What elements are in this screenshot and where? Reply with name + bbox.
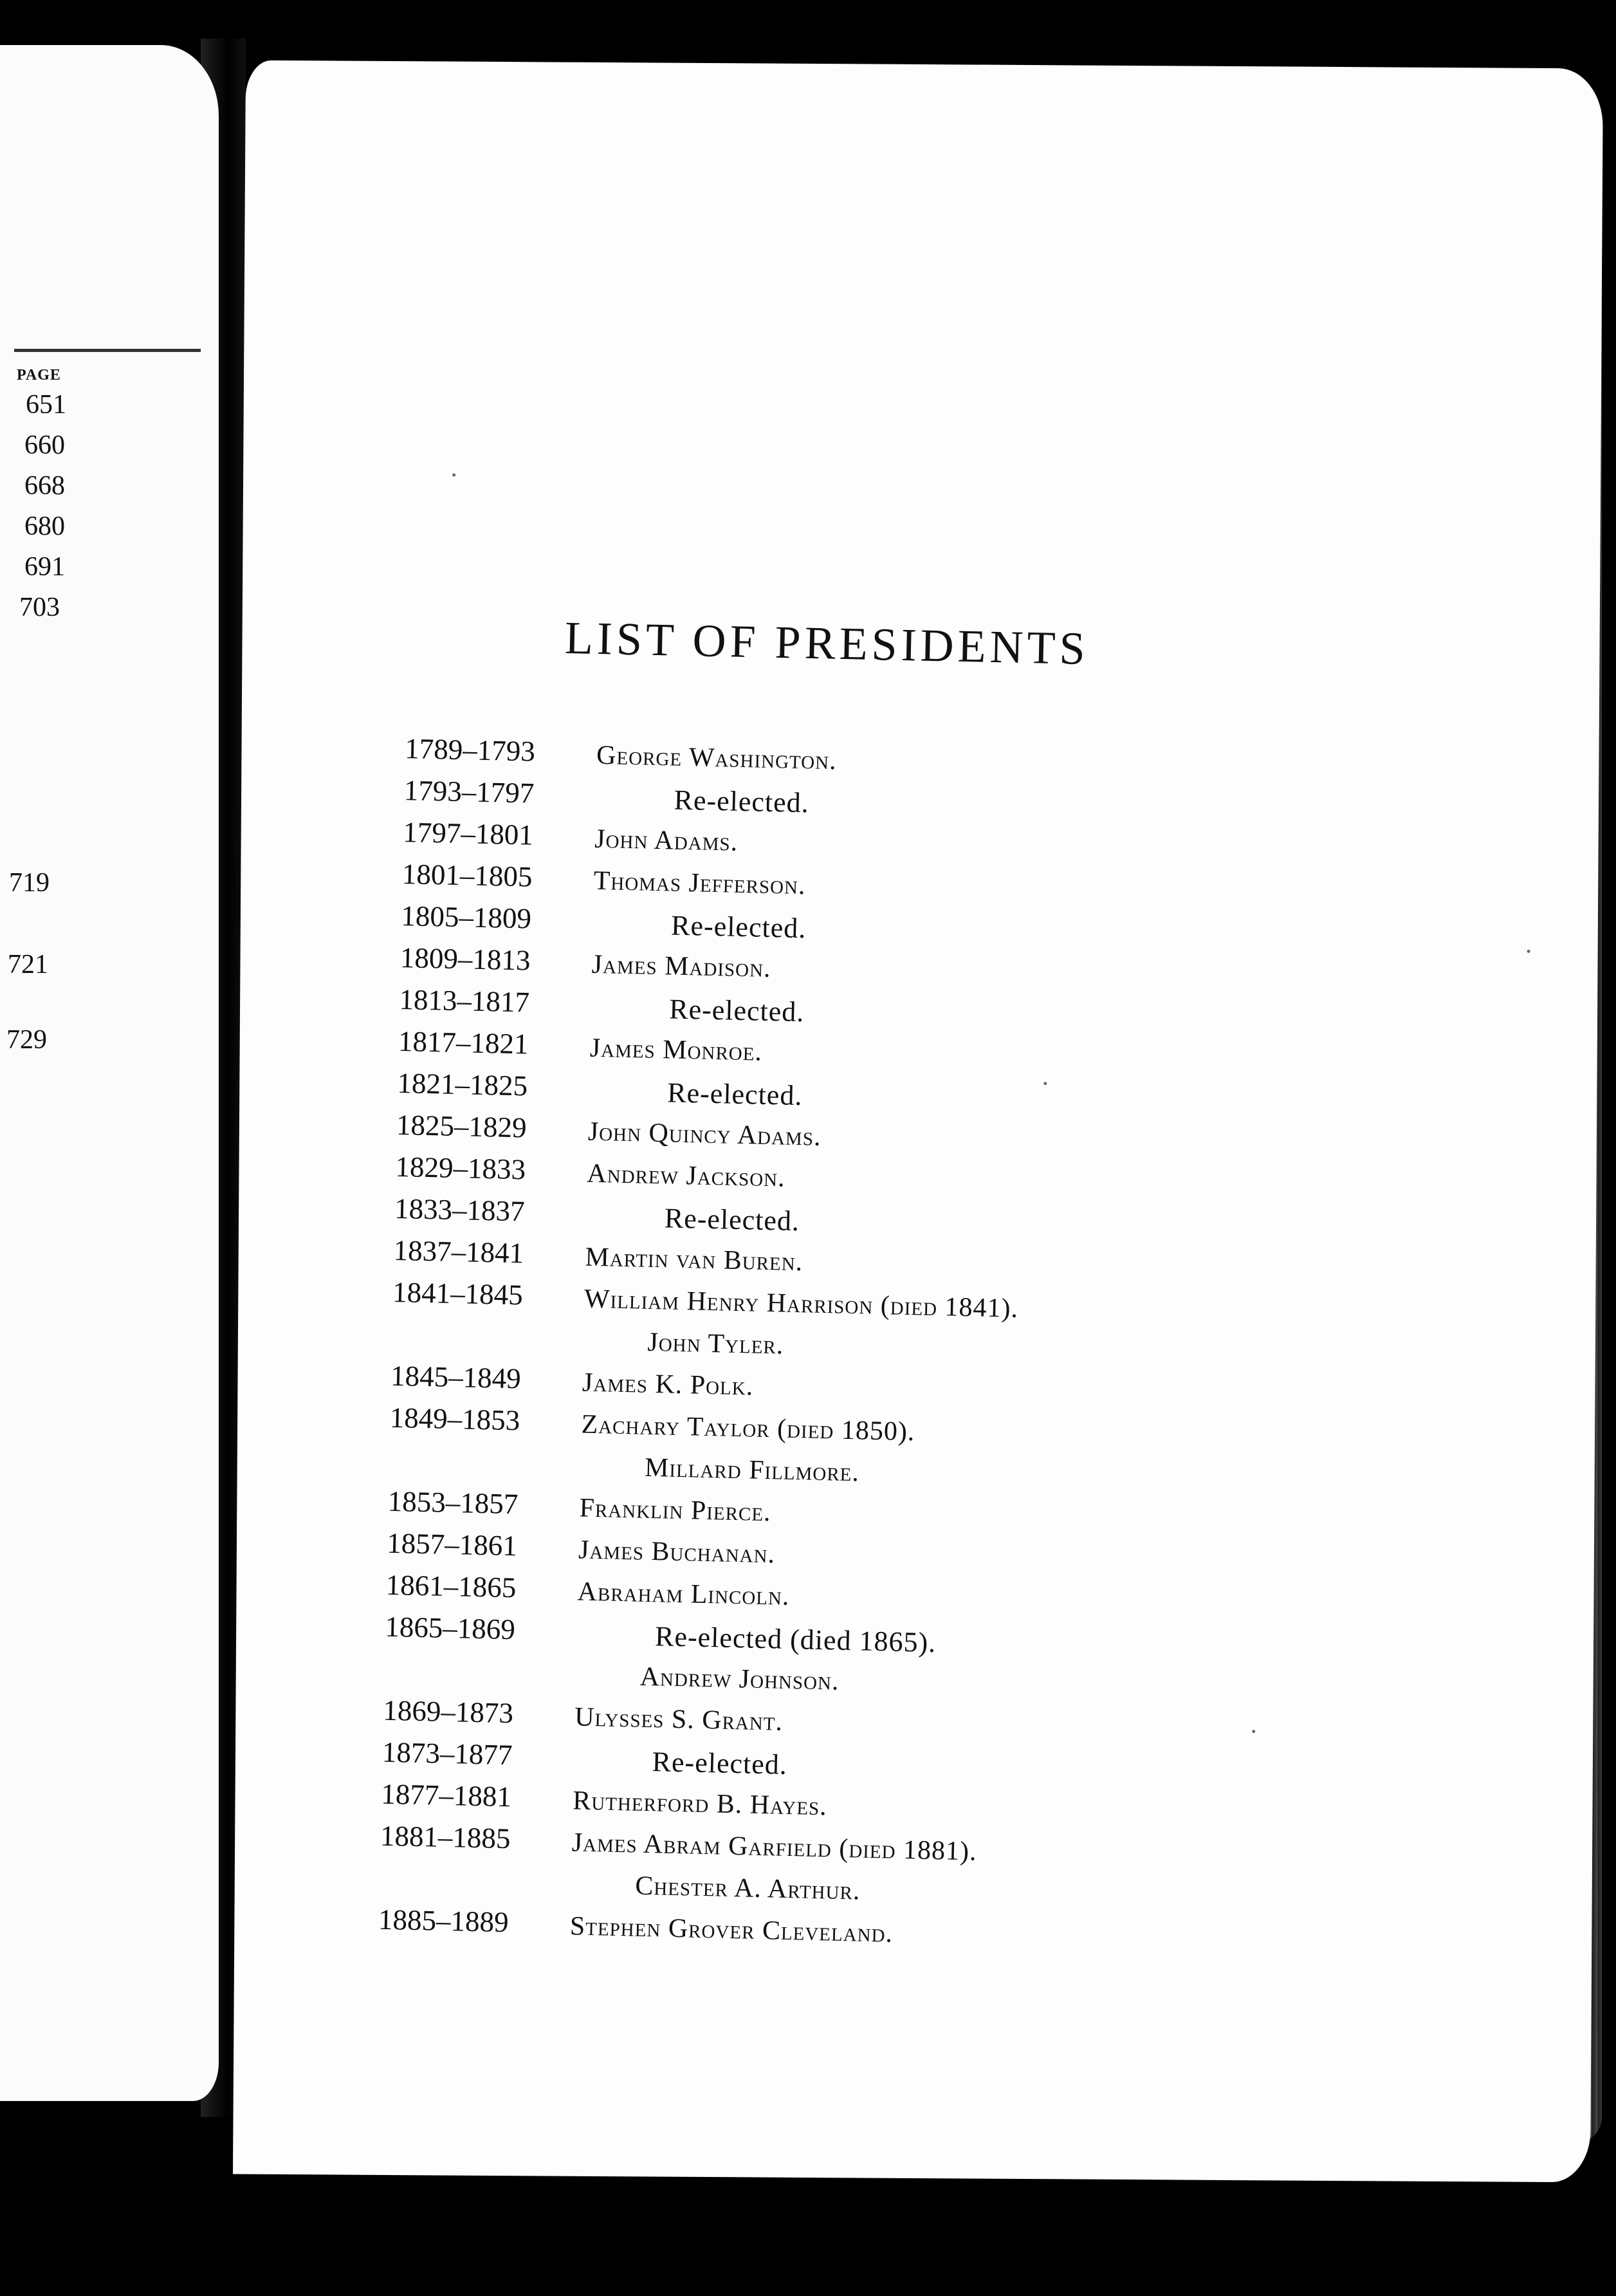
toc-page-number: 703 — [19, 593, 60, 622]
president-name: Martin van Buren. — [585, 1242, 803, 1277]
president-name: Re-elected. — [652, 1746, 788, 1781]
toc-page-number: 721 — [8, 950, 48, 979]
toc-page-number: 691 — [24, 552, 65, 582]
president-name: George Washington. — [596, 740, 838, 776]
paper-speck — [1527, 950, 1530, 953]
president-name: Re-elected. — [674, 784, 810, 819]
president-name: James Buchanan. — [578, 1535, 776, 1569]
president-name: John Quincy Adams. — [587, 1116, 822, 1152]
president-name: James Abram Garfield (died 1881). — [571, 1828, 978, 1867]
term-years: 1821–1825 — [397, 1066, 528, 1102]
term-years: 1817–1821 — [398, 1024, 529, 1060]
president-name: Millard Fillmore. — [644, 1452, 860, 1488]
term-years: 1873–1877 — [381, 1736, 513, 1772]
president-name: James Madison. — [591, 949, 772, 984]
president-name: Re-elected. — [670, 909, 807, 945]
term-years: 1877–1881 — [380, 1777, 512, 1813]
president-name: Stephen Grover Cleveland. — [569, 1911, 894, 1949]
term-years: 1881–1885 — [380, 1819, 511, 1855]
president-name: James K. Polk. — [582, 1367, 754, 1402]
term-years: 1865–1869 — [384, 1610, 516, 1646]
president-name: William Henry Harrison (died 1841). — [583, 1284, 1019, 1324]
president-name: Andrew Johnson. — [639, 1662, 840, 1696]
president-name: Abraham Lincoln. — [577, 1577, 791, 1611]
president-name: John Tyler. — [647, 1327, 784, 1360]
term-years: 1805–1809 — [400, 899, 532, 935]
toc-page-number: 719 — [9, 868, 50, 898]
president-name: John Adams. — [594, 824, 739, 857]
president-name: Rutherford B. Hayes. — [572, 1786, 828, 1822]
term-years: 1809–1813 — [399, 941, 531, 977]
paper-speck — [1252, 1730, 1255, 1733]
term-years: 1813–1817 — [398, 983, 530, 1019]
president-name: Zachary Taylor (died 1850). — [581, 1409, 915, 1447]
president-name: James Monroe. — [589, 1033, 763, 1067]
term-years: 1885–1889 — [378, 1903, 510, 1939]
page-title: LIST OF PRESIDENTS — [564, 612, 1090, 675]
left-page — [0, 45, 219, 2101]
term-years: 1845–1849 — [390, 1359, 522, 1395]
president-name: Re-elected. — [668, 993, 805, 1028]
toc-page-number: 729 — [6, 1025, 47, 1055]
term-years: 1833–1837 — [394, 1192, 526, 1228]
toc-page-number: 680 — [24, 512, 65, 541]
paper-speck — [452, 474, 455, 477]
toc-page-number: 660 — [24, 430, 65, 460]
president-name: Re-elected. — [664, 1202, 800, 1237]
president-name: Chester A. Arthur. — [634, 1871, 861, 1906]
president-name: Franklin Pierce. — [579, 1493, 772, 1528]
term-years: 1825–1829 — [396, 1108, 528, 1144]
president-name: Ulysses S. Grant. — [574, 1702, 784, 1737]
term-years: 1797–1801 — [402, 816, 534, 851]
term-years: 1789–1793 — [404, 732, 536, 768]
president-name: Andrew Jackson. — [586, 1158, 786, 1193]
toc-page-number: 668 — [24, 471, 65, 501]
toc-rule — [14, 349, 201, 352]
term-years: 1853–1857 — [387, 1485, 519, 1521]
term-years: 1793–1797 — [403, 774, 535, 810]
president-name: Thomas Jefferson. — [593, 866, 807, 901]
toc-page-number: 651 — [26, 390, 66, 420]
term-years: 1849–1853 — [389, 1401, 520, 1437]
president-name: Re-elected. — [666, 1077, 803, 1112]
president-name: Re-elected (died 1865). — [654, 1620, 937, 1659]
term-years: 1829–1833 — [395, 1150, 526, 1186]
term-years: 1837–1841 — [393, 1234, 524, 1270]
term-years: 1801–1805 — [401, 857, 533, 893]
term-years: 1869–1873 — [382, 1694, 514, 1730]
term-years: 1861–1865 — [385, 1568, 517, 1604]
presidents-list — [320, 730, 1247, 1963]
toc-page-header: PAGE — [17, 367, 61, 384]
term-years: 1857–1861 — [386, 1526, 518, 1562]
term-years: 1841–1845 — [392, 1275, 524, 1311]
